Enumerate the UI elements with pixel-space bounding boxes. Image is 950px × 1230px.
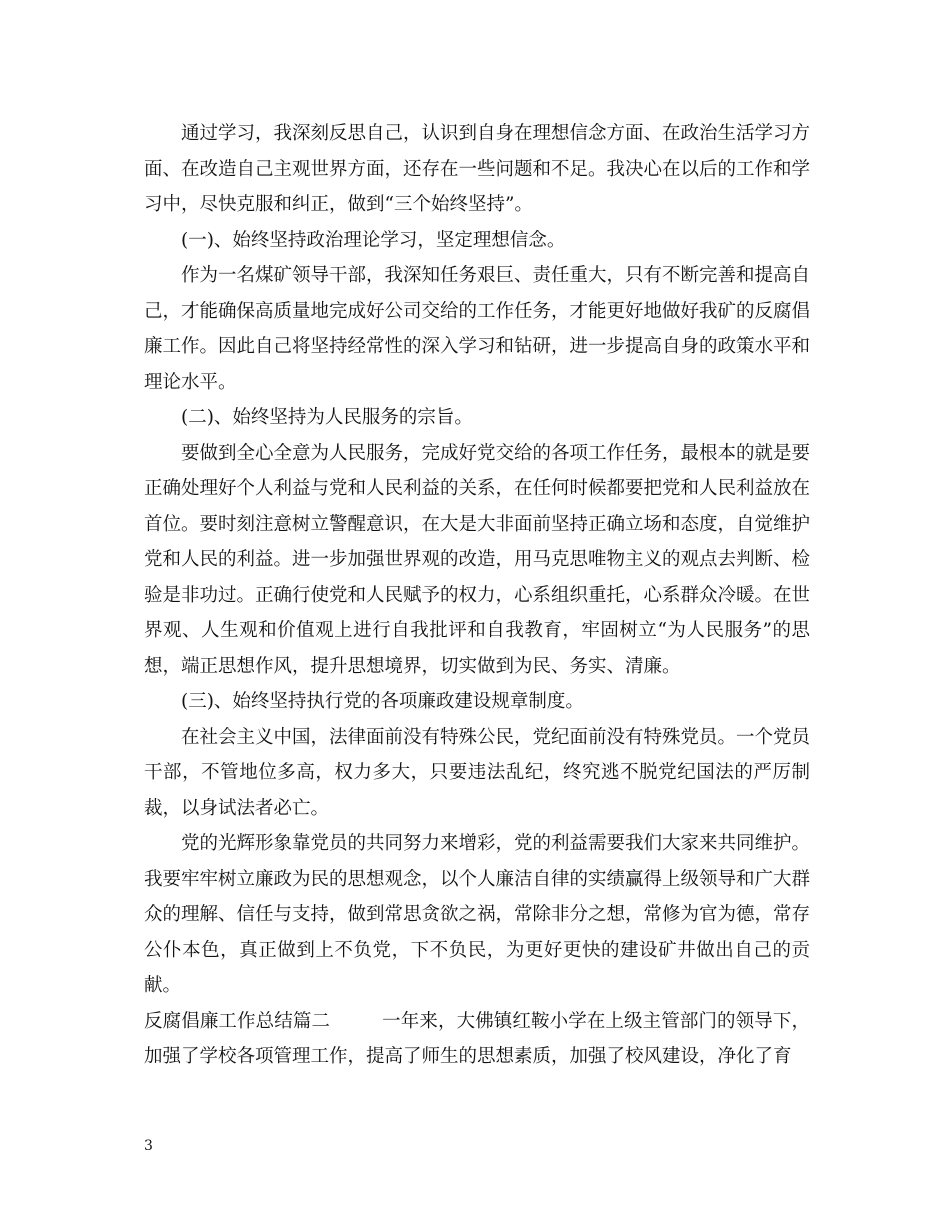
paragraph-point-one: 作为一名煤矿领导干部，我深知任务艰巨、责任重大，只有不断完善和提高自己，才能确保高质量地完成好公司交给的工作任务，才能更好地做好我矿的反腐倡廉工作。因此自己将坚持经常性的深入学习和钻研，进一步提高自身的政策水平和理论水平。	[144, 265, 811, 393]
paragraph-conclusion: 党的光辉形象靠党员的共同努力来增彩，党的利益需要我们大家来共同维护。我要牢牢树立廉政为民的思想观念，以个人廉洁自律的实绩赢得上级领导和广大群众的理解、信任与支持，做到常思贪欲之祸，常除非分之想，常修为官为德，常存公仆本色，真正做到上不负党，下不负民，为更好更快的建设矿井做出自己的贡献。	[144, 833, 811, 996]
section-two	[144, 1004, 810, 1075]
paragraph-reflection: 通过学习，我深刻反思自己，认识到自身在理想信念方面、在政治生活学习方面、在改造自己主观世界方面，还存在一些问题和不足。我决心在以后的工作和学习中，尽快克服和纠正，做到“三个始终坚持”。	[144, 123, 811, 215]
heading-point-three: (三)、始终坚持执行党的各项廉政建设规章制度。	[181, 691, 584, 712]
heading-point-one: (一)、始终坚持政治理论学习，坚定理想信念。	[181, 229, 566, 251]
page-number: 3	[144, 1138, 153, 1154]
document-body	[144, 116, 810, 1075]
paragraph-point-two: 要做到全心全意为人民服务，完成好党交给的各项工作任务，最根本的就是要正确处理好个人利益与党和人民利益的关系，在任何时候都要把党和人民利益放在首位。要时刻注意树立警醒意识，在大是大非面前坚持正确立场和态度，自觉维护党和人民的利益。进一步加强世界观的改造，用马克思唯物主义的观点去判断、检验是非功过。正确行使党和人民赋予的权力，心系组织重托，心系群众冷暖。在世界观、人生观和价值观上进行自我批评和自我教育，牢固树立“为人民服务”的思想，端正思想作风，提升思想境界，切实做到为民、务实、清廉。	[144, 442, 811, 677]
section-body: 一年来，大佛镇红鞍小学在上级主管部门的领导下，加强了学校各项管理工作，提高了师生的思想素质，加强了校风建设，净化了育	[144, 1010, 810, 1067]
section-title: 反腐倡廉工作总结篇二	[144, 1010, 331, 1032]
heading-point-two: (二)、始终坚持为人民服务的宗旨。	[181, 407, 473, 428]
paragraph-point-three: 在社会主义中国，法律面前没有特殊公民，党纪面前没有特殊党员。一个党员干部，不管地位多高，权力多大，只要违法乱纪，终究逃不脱党纪国法的严厉制裁，以身试法者必亡。	[144, 726, 811, 819]
